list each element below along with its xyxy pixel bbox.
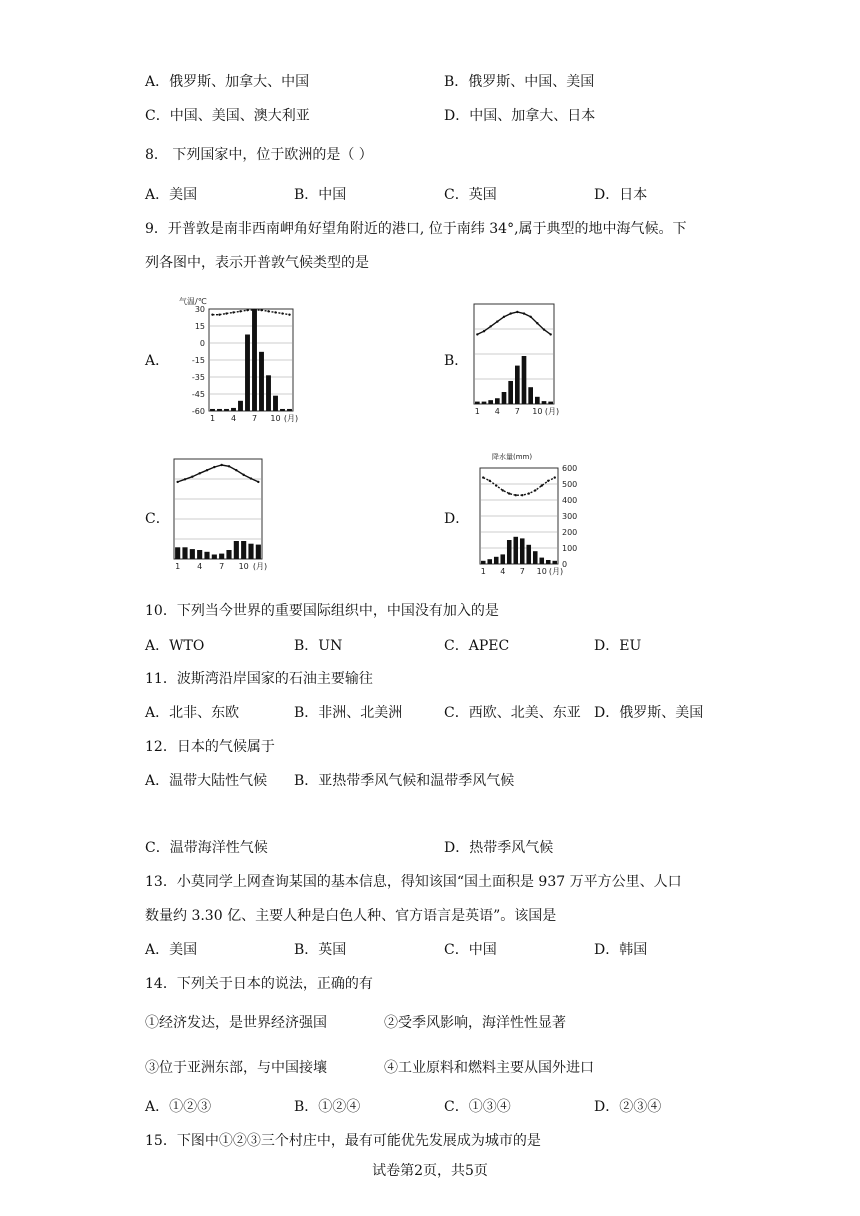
climate-chart-c (170, 455, 270, 575)
temperature-point (503, 316, 505, 318)
q14-option-d: D．②③④ (594, 1099, 662, 1115)
temperature-point (232, 311, 234, 313)
precipitation-bar (204, 552, 209, 559)
temperature-curve (213, 310, 290, 315)
temperature-point (213, 466, 215, 468)
precipitation-bar (182, 547, 187, 559)
temperature-point (218, 313, 220, 315)
temperature-point (482, 476, 484, 478)
temperature-point (211, 313, 213, 315)
precipitation-bar (287, 409, 292, 411)
q15-stem: 15．下图中①②③三个村庄中，最有可能优先发展成为城市的是 (145, 1133, 541, 1149)
precipitation-bar (256, 545, 261, 559)
q12-option-c: C．温带海洋性气候 (145, 840, 268, 856)
q8-option-b: B．中国 (294, 187, 347, 203)
q11-option-d: D．俄罗斯、美国 (594, 705, 704, 721)
temperature-point (483, 330, 485, 332)
precipitation-bar (234, 541, 239, 559)
precipitation-bar (245, 335, 250, 412)
precipitation-bar (212, 555, 217, 560)
x-tick-label: (月) (283, 414, 299, 423)
temperature-point (246, 309, 248, 311)
y-tick-label: 30 (194, 305, 205, 314)
temperature-point (206, 469, 208, 471)
temperature-point (521, 494, 523, 496)
precipitation-bar (552, 561, 557, 564)
precipitation-bar (481, 561, 486, 564)
temperature-point (489, 480, 491, 482)
precipitation-bar (238, 401, 243, 411)
q11-option-a: A．北非、东欧 (145, 705, 240, 721)
temperature-point (502, 489, 504, 491)
precipitation-bar (219, 554, 224, 559)
x-tick-label: (月) (544, 407, 560, 416)
y-tick-label: 500 (562, 480, 578, 489)
x-tick-label: 7 (514, 407, 520, 416)
precipitation-bar (542, 401, 547, 404)
y-tick-label: 600 (562, 464, 578, 473)
y-tick-label: 200 (562, 528, 578, 537)
q13-stem-line2: 数量约 3.30 亿、主要人种是白色人种、官方语言是英语”。该国是 (145, 908, 557, 924)
y-axis-label: 气温/℃ (179, 297, 207, 306)
precipitation-bar (259, 352, 264, 411)
temperature-point (191, 476, 193, 478)
q10-stem: 10．下列当今世界的重要国际组织中，中国没有加入的是 (145, 603, 499, 619)
q7-option-d: D．中国、加拿大、日本 (444, 108, 596, 124)
q13-stem-line1: 13．小莫同学上网查询某国的基本信息，得知该国“国土面积是 937 万平方公里、人口 (145, 874, 682, 890)
precipitation-bar (224, 409, 229, 411)
temperature-point (536, 322, 538, 324)
x-tick-label: 1 (474, 407, 480, 416)
y-tick-label: -35 (191, 373, 205, 382)
precipitation-bar (210, 409, 215, 411)
y-tick-label: -60 (191, 407, 205, 416)
x-tick-label: (月) (252, 562, 268, 571)
q14-statement-1: ①经济发达，是世界经济强国 (145, 1015, 327, 1031)
q13-option-a: A．美国 (145, 942, 198, 958)
x-tick-label: 10 (536, 567, 547, 576)
q10-option-c: C．APEC (444, 638, 510, 654)
q9-option-a-label: A． (145, 353, 170, 369)
x-tick-label: 1 (175, 562, 181, 571)
q7-option-a: A．俄罗斯、加拿大、中国 (145, 74, 310, 90)
y-tick-label: 0 (562, 560, 568, 569)
temperature-point (529, 316, 531, 318)
page-footer: 试卷第2页，共5页 (372, 1163, 488, 1179)
climate-chart-d (470, 450, 590, 582)
precipitation-bar (197, 550, 202, 559)
precipitation-bar (508, 381, 513, 404)
temperature-point (523, 312, 525, 314)
precipitation-bar (539, 558, 544, 564)
temperature-point (235, 469, 237, 471)
climate-chart-b (470, 300, 570, 420)
temperature-point (547, 480, 549, 482)
q7-option-c: C．中国、美国、澳大利亚 (145, 108, 310, 124)
x-tick-label: 10 (270, 414, 281, 423)
temperature-curve (483, 478, 555, 496)
q10-option-b: B．UN (294, 638, 343, 654)
precipitation-bar (241, 541, 246, 559)
temperature-point (508, 492, 510, 494)
x-tick-label: 7 (519, 567, 525, 576)
temperature-point (274, 311, 276, 313)
temperature-point (515, 494, 517, 496)
temperature-point (516, 311, 518, 313)
precipitation-bar (526, 545, 531, 564)
temperature-point (198, 472, 200, 474)
precipitation-bar (280, 409, 285, 411)
precipitation-bar (495, 398, 500, 404)
temperature-point (288, 313, 290, 315)
temperature-point (242, 474, 244, 476)
precipitation-bar (546, 560, 551, 564)
q8-option-c: C．英国 (444, 187, 497, 203)
y-axis-label: 降水量(mm) (492, 453, 533, 461)
q13-option-b: B．英国 (294, 942, 347, 958)
temperature-point (228, 465, 230, 467)
precipitation-bar (248, 544, 253, 559)
temperature-point (253, 309, 255, 311)
q14-stem: 14．下列关于日本的说法，正确的有 (145, 976, 373, 992)
q12-option-a: A．温带大陆性气候 (145, 773, 268, 789)
temperature-point (220, 464, 222, 466)
precipitation-bar (513, 537, 518, 564)
temperature-point (528, 492, 530, 494)
q14-statement-2: ②受季风影响，海洋性性显著 (384, 1015, 566, 1031)
precipitation-bar (487, 559, 492, 564)
y-tick-label: -15 (191, 356, 205, 365)
x-tick-label: 4 (230, 414, 237, 423)
x-tick-label: 7 (251, 414, 258, 423)
q14-statement-3: ③位于亚洲东部，与中国接壤 (145, 1060, 327, 1076)
precipitation-bar (520, 538, 525, 564)
q8-option-a: A．美国 (145, 187, 198, 203)
temperature-point (267, 310, 269, 312)
precipitation-bar (528, 387, 533, 404)
q13-option-d: D．韩国 (594, 942, 648, 958)
precipitation-bar (494, 557, 499, 564)
q10-option-d: D．EU (594, 638, 642, 654)
q12-option-b: B．亚热带季风气候和温带季风气候 (294, 773, 515, 789)
y-tick-label: 0 (199, 339, 205, 348)
y-tick-label: 300 (562, 512, 578, 521)
temperature-point (476, 333, 478, 335)
temperature-point (509, 312, 511, 314)
y-tick-label: 15 (194, 322, 205, 331)
temperature-point (496, 320, 498, 322)
temperature-point (495, 484, 497, 486)
precipitation-bar (507, 540, 512, 564)
climate-chart-a (175, 295, 300, 430)
q11-option-b: B．非洲、北美洲 (294, 705, 403, 721)
x-tick-label: 10 (532, 407, 543, 416)
y-tick-label: 400 (562, 496, 578, 505)
precipitation-bar (533, 551, 538, 564)
q9-option-d-label: D． (444, 511, 470, 527)
x-tick-label: (月) (548, 567, 564, 576)
temperature-point (225, 312, 227, 314)
q9-option-b-label: B． (444, 353, 469, 369)
temperature-point (281, 312, 283, 314)
temperature-point (250, 477, 252, 479)
q12-option-d: D．热带季风气候 (444, 840, 554, 856)
q8-option-d: D．日本 (594, 187, 648, 203)
temperature-point (260, 309, 262, 311)
temperature-point (176, 481, 178, 483)
precipitation-bar (488, 400, 493, 404)
precipitation-bar (175, 547, 180, 559)
q11-option-c: C．西欧、北美、东亚 (444, 705, 581, 721)
temperature-curve (477, 312, 550, 334)
q9-stem-line2: 列各图中，表示开普敦气候类型的是 (145, 255, 369, 271)
temperature-point (239, 310, 241, 312)
temperature-point (489, 325, 491, 327)
q14-option-a: A．①②③ (145, 1099, 212, 1115)
q7-option-b: B．俄罗斯、中国、美国 (444, 74, 595, 90)
q14-option-b: B．①②④ (294, 1099, 361, 1115)
precipitation-bar (226, 550, 231, 559)
precipitation-bar (535, 397, 540, 404)
precipitation-bar (217, 409, 222, 411)
precipitation-bar (266, 375, 271, 411)
q13-option-c: C．中国 (444, 942, 497, 958)
q12-stem: 12．日本的气候属于 (145, 739, 275, 755)
x-tick-label: 4 (494, 407, 500, 416)
q14-option-c: C．①③④ (444, 1099, 511, 1115)
precipitation-bar (190, 549, 195, 559)
precipitation-bar (252, 309, 257, 411)
precipitation-bar (548, 402, 553, 404)
q9-option-c-label: C． (145, 511, 170, 527)
x-tick-label: 10 (238, 562, 249, 571)
temperature-point (543, 328, 545, 330)
precipitation-bar (500, 554, 505, 564)
temperature-point (534, 489, 536, 491)
x-tick-label: 1 (480, 567, 486, 576)
precipitation-bar (522, 356, 527, 404)
temperature-curve (178, 465, 259, 482)
q11-stem: 11．波斯湾沿岸国家的石油主要输往 (145, 671, 373, 687)
precipitation-bar (502, 392, 507, 404)
precipitation-bar (515, 366, 520, 404)
x-tick-label: 4 (197, 562, 203, 571)
precipitation-bar (231, 408, 236, 411)
q9-stem-line1: 9．开普敦是南非西南岬角好望角附近的港口, 位于南纬 34°,属于典型的地中海气候。下 (145, 221, 687, 237)
y-tick-label: 100 (562, 544, 578, 553)
temperature-point (554, 476, 556, 478)
y-tick-label: -45 (191, 390, 205, 399)
temperature-point (257, 481, 259, 483)
x-tick-label: 7 (219, 562, 225, 571)
q14-statement-4: ④工业原料和燃料主要从国外进口 (384, 1060, 594, 1076)
x-tick-label: 4 (500, 567, 506, 576)
precipitation-bar (273, 396, 278, 411)
q8-stem: 8． 下列国家中，位于欧洲的是（ ） (145, 147, 373, 163)
precipitation-bar (475, 402, 480, 404)
q10-option-a: A．WTO (145, 638, 205, 654)
precipitation-bar (482, 402, 487, 404)
temperature-point (541, 484, 543, 486)
temperature-point (549, 333, 551, 335)
temperature-point (184, 478, 186, 480)
x-tick-label: 1 (209, 414, 216, 423)
